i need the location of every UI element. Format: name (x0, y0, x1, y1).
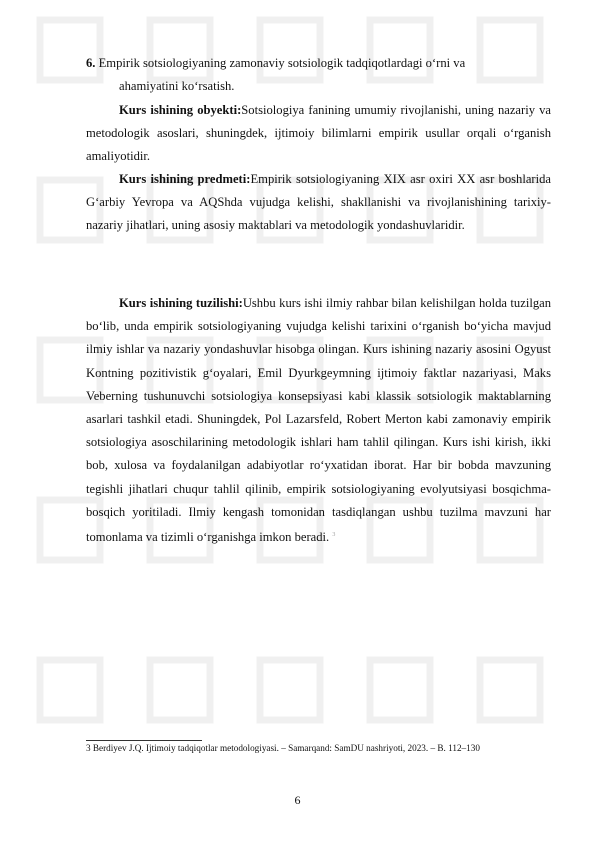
paragraph-object (86, 99, 551, 169)
footnote (86, 742, 526, 754)
paragraph-body: Empirik sotsiologiyaning XIX asr oxiri XX asr boshlarida G‘arbiy Yevropa va AQShda vujudga kelishi, shakllanishi va rivojlanishining tarixiy-nazariy jihatlari, uning asosiy maktablari va metodologik yondashuvlaridir. (86, 172, 551, 233)
footnote-number: 3 (86, 743, 91, 753)
paragraph-body: Ushbu kurs ishi ilmiy rahbar bilan kelishilgan holda tuzilgan bo‘lib, unda empirik sotsiologiyaning vujudga kelishi tarixini o‘rganish bo‘yicha mavjud ilmiy ishlar va nazariy yondashuvlar hisobga olingan. Kurs ishining nazariy asosini Ogyust Kontning pozitivistik g‘oyalari, Emil Dyurkgeymning ijtimoiy faktlar nazariyasi, Maks Veberning tushunuvchi sotsiologiya konsepsiyasi kabi klassik sotsiologik maktablarning asarlari tashkil etadi. Shuningdek, Pol Lazarsfeld, Robert Merton kabi zamonaviy empirik sotsiologiya asoschilarining metodologik ishlari ham tahlil qilingan. Kurs ishi kirish, ikki bob, xulosa va foydalanilgan adabiyotlar ro‘yxatidan iborat. Har bir bobda mavzuning tegishli jihatlari chuqur tahlil qilinib, empirik sotsiologiyaning evolyutsiyasi bosqichma-bosqich yoritiladi. Ilmiy kengash tomonidan tasdiqlangan ushbu tuzilma mavzuni har tomonlama va tizimli o‘rganishga imkon beradi. (86, 296, 551, 545)
list-item-6 (86, 52, 551, 98)
page-number: 6 (294, 793, 301, 807)
paragraph-label: Kurs ishining predmeti: (119, 172, 251, 186)
item-text-line1: Empirik sotsiologiyaning zamonaviy sotsiologik tadqiqotlardagi o‘rni va (98, 56, 466, 70)
item-number: 6. (86, 56, 96, 70)
footnote-text: Berdiyev J.Q. Ijtimoiy tadqiqotlar metodologiyasi. – Samarqand: SamDU nashriyoti, 2023. – B. 112–130 (92, 743, 480, 753)
paragraph-label: Kurs ishining tuzilishi: (119, 296, 243, 310)
item-text-line2: ahamiyatini ko‘rsatish. (119, 79, 235, 94)
footnote-reference[interactable]: 3 (332, 532, 336, 539)
paragraph-structure (86, 292, 551, 549)
footnote-divider (86, 740, 202, 741)
paragraph-label: Kurs ishining obyekti: (119, 103, 242, 117)
paragraph-body: Sotsiologiya fanining umumiy rivojlanishi, uning nazariy va metodologik asoslari, shuningdek, ijtimoiy bilimlarni empirik usullar orqali o‘rganish amaliyotidir. (86, 103, 551, 164)
paragraph-subject (86, 168, 551, 238)
